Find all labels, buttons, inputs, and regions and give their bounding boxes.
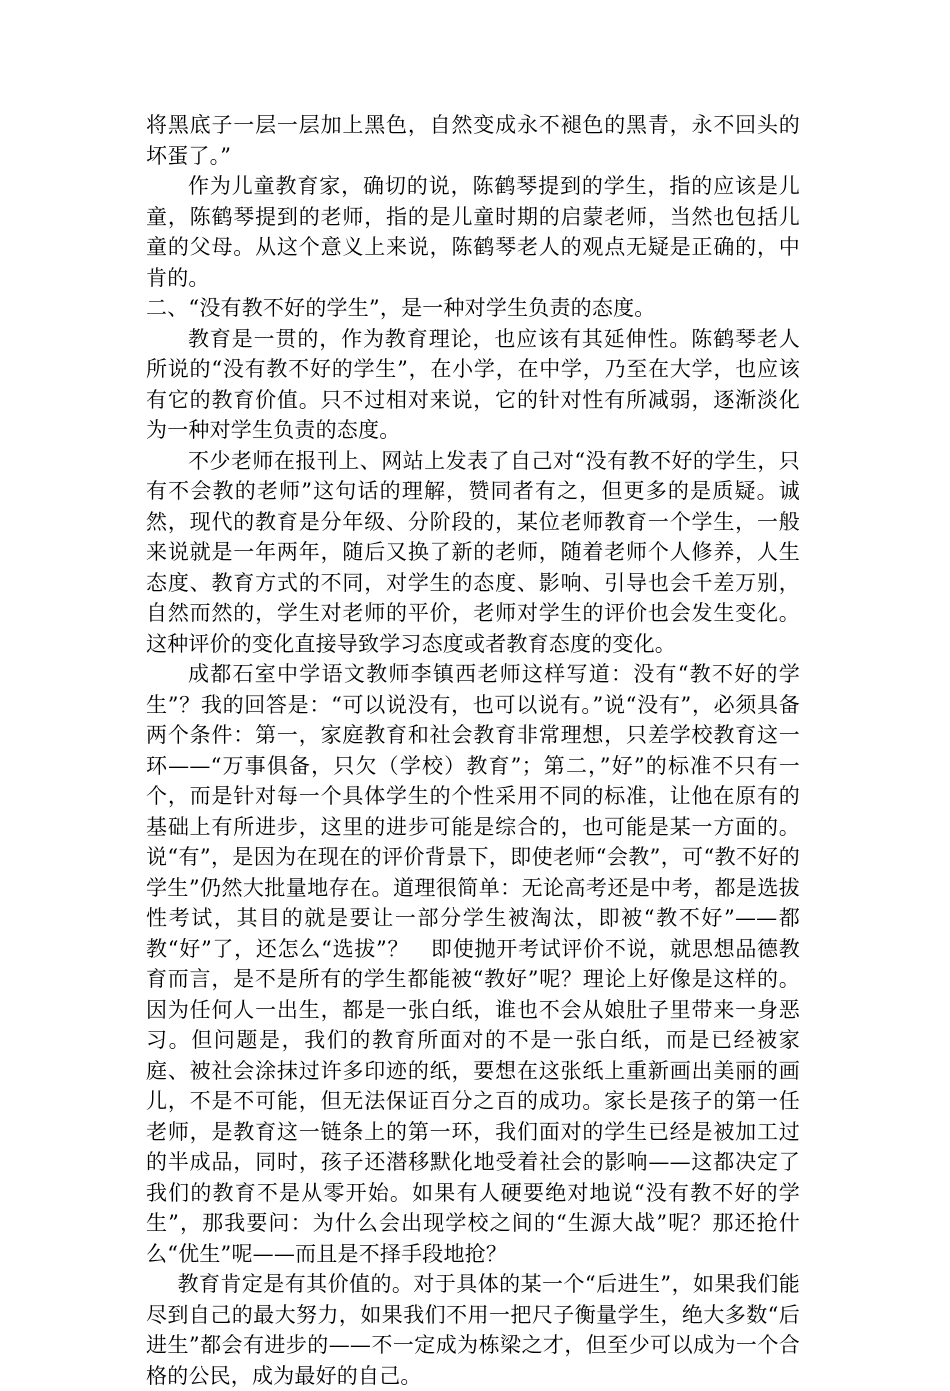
paragraph-continuation: 将黑底子一层一层加上黑色，自然变成永不褪色的黑青，永不回头的坏蛋了。” <box>146 113 800 168</box>
paragraph-education-consistency: 教育是一贯的，作为教育理论，也应该有其延伸性。陈鹤琴老人所说的“没有教不好的学生”，在小学，在中学，乃至在大学，也应该有它的教育价值。只不过相对来说，它的针对性有所减弱，逐渐淡化为一种对学生负责的态度。 <box>146 326 800 442</box>
section-heading-two: 二、“没有教不好的学生”，是一种对学生负责的态度。 <box>146 296 656 320</box>
paragraph-li-zhenxi-quote: 成都石室中学语文教师李镇西老师这样写道：没有“教不好的学生”？我的回答是：“可以说没有，也可以说有。”说“没有”，必须具备两个条件：第一，家庭教育和社会教育非常理想，只差学校教育这一环——“万事俱备，只欠（学校）教育”；第二，”好”的标准不只有一个，而是针对每一个具体学生的个性采用不同的标准，让他在原有的基础上有所进步，这里的进步可能是综合的，也可能是某一方面的。说“有”，是因为在现在的评价背景下，即使老师“会教”，可“教不好的学生”仍然大批量地存在。道理很简单：无论高考还是中考，都是选拔性考试，其目的就是要让一部分学生被淘汰，即被“教不好”——都教“好”了，还怎么“选拔”？ 即使抛开考试评价不说，就思想品德教育而言，是不是所有的学生都能被“教好”呢？理论上好像是这样的。因为任何人一出生，都是一张白纸，谁也不会从娘肚子里带来一身恶习。但问题是，我们的教育所面对的不是一张白纸，而是已经被家庭、被社会涂抹过许多印迹的纸，要想在这张纸上重新画出美丽的画儿，不是不可能，但无法保证百分之百的成功。家长是孩子的第一任老师，是教育这一链条上的第一环，我们面对的学生已经是被加工过的半成品，同时，孩子还潜移默化地受着社会的影响——这都决定了我们的教育不是从零开始。如果有人硬要绝对地说“没有教不好的学生”，那我要问：为什么会出现学校之间的“生源大战”呢？那还抢什么“优生”呢——而且是不择手段地抢？ <box>146 662 800 1266</box>
document-page <box>146 110 800 1391</box>
paragraph-education-value: 教育肯定是有其价值的。对于具体的某一个“后进生”，如果我们能尽到自己的最大努力，如果我们不用一把尺子衡量学生，绝大多数“后进生”都会有进步的——不一定成为栋梁之才，但至少可以成为一个合格的公民，成为最好的自己。 <box>146 1272 800 1388</box>
paragraph-teacher-opinions: 不少老师在报刊上、网站上发表了自己对“没有教不好的学生，只有不会教的老师”这句话的理解，赞同者有之，但更多的是质疑。诚然，现代的教育是分年级、分阶段的，某位老师教育一个学生，一般来说就是一年两年，随后又换了新的老师，随着老师个人修养，人生态度、教育方式的不同，对学生的态度、影响、引导也会千差万别，自然而然的，学生对老师的平价，老师对学生的评价也会发生变化。这种评价的变化直接导致学习态度或者教育态度的变化。 <box>146 448 800 656</box>
paragraph-children-educator: 作为儿童教育家，确切的说，陈鹤琴提到的学生，指的应该是儿童，陈鹤琴提到的老师，指的是儿童时期的启蒙老师，当然也包括儿童的父母。从这个意义上来说，陈鹤琴老人的观点无疑是正确的，中肯的。 <box>146 174 800 290</box>
